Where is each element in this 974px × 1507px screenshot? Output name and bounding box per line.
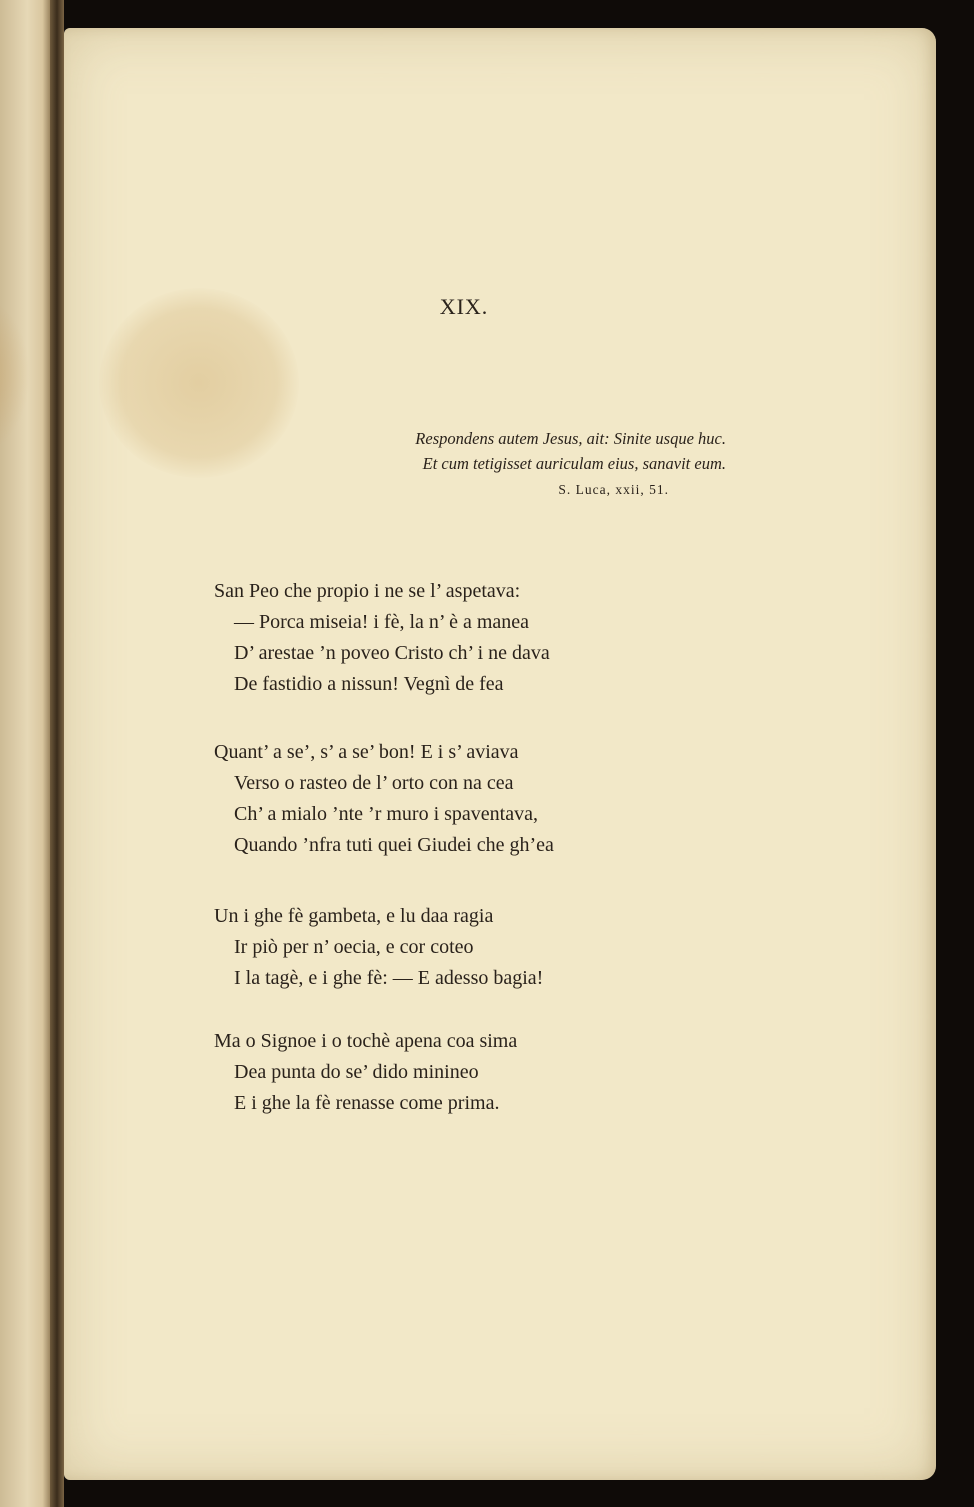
verse-line: Ch’ a mialo ’nte ’r muro i spaventava, xyxy=(234,803,538,825)
epigraph-line: Et cum tetigisset auriculam eius, sanavit eum. xyxy=(422,454,726,473)
stanza-4 xyxy=(214,1026,517,1119)
stanza-1 xyxy=(214,576,550,700)
verse-line: San Peo che propio i ne se l’ aspetava: xyxy=(214,580,521,602)
verse-line: Un i ghe fè gambeta, e lu daa ragia xyxy=(214,905,494,927)
stanza-2 xyxy=(214,737,554,861)
verse-line: De fastidio a nissun! Vegnì de fea xyxy=(234,673,504,695)
epigraph-source: S. Luca, xxii, 51. xyxy=(558,482,669,497)
stanza-3 xyxy=(214,901,543,994)
epigraph-line: Respondens autem Jesus, ait: Sinite usque huc. xyxy=(415,429,726,448)
verse-line: Quando ’nfra tuti quei Giudei che gh’ea xyxy=(234,834,554,856)
verse-line: E i ghe la fè renasse come prima. xyxy=(234,1092,500,1114)
chapter-number: XIX. xyxy=(439,294,489,319)
verse-line: I la tagè, e i ghe fè: — E adesso bagia! xyxy=(234,967,544,989)
verse-line: Ir piò per n’ oecia, e cor coteo xyxy=(234,936,474,958)
verse-line: Verso o rasteo de l’ orto con na cea xyxy=(234,772,514,794)
stain-previous-page xyxy=(0,300,30,450)
page xyxy=(64,28,936,1480)
verse-line: — Porca miseia! i fè, la n’ è a manea xyxy=(234,611,530,633)
verse-line: Quant’ a se’, s’ a se’ bon! E i s’ aviava xyxy=(214,741,519,763)
verse-line: D’ arestae ’n poveo Cristo ch’ i ne dava xyxy=(234,642,550,664)
verse-line: Ma o Signoe i o tochè apena coa sima xyxy=(214,1030,518,1052)
book-spine xyxy=(50,0,64,1507)
verse-line: Dea punta do se’ dido minineo xyxy=(234,1061,479,1083)
previous-page-edge xyxy=(0,0,50,1507)
epigraph xyxy=(415,426,726,476)
